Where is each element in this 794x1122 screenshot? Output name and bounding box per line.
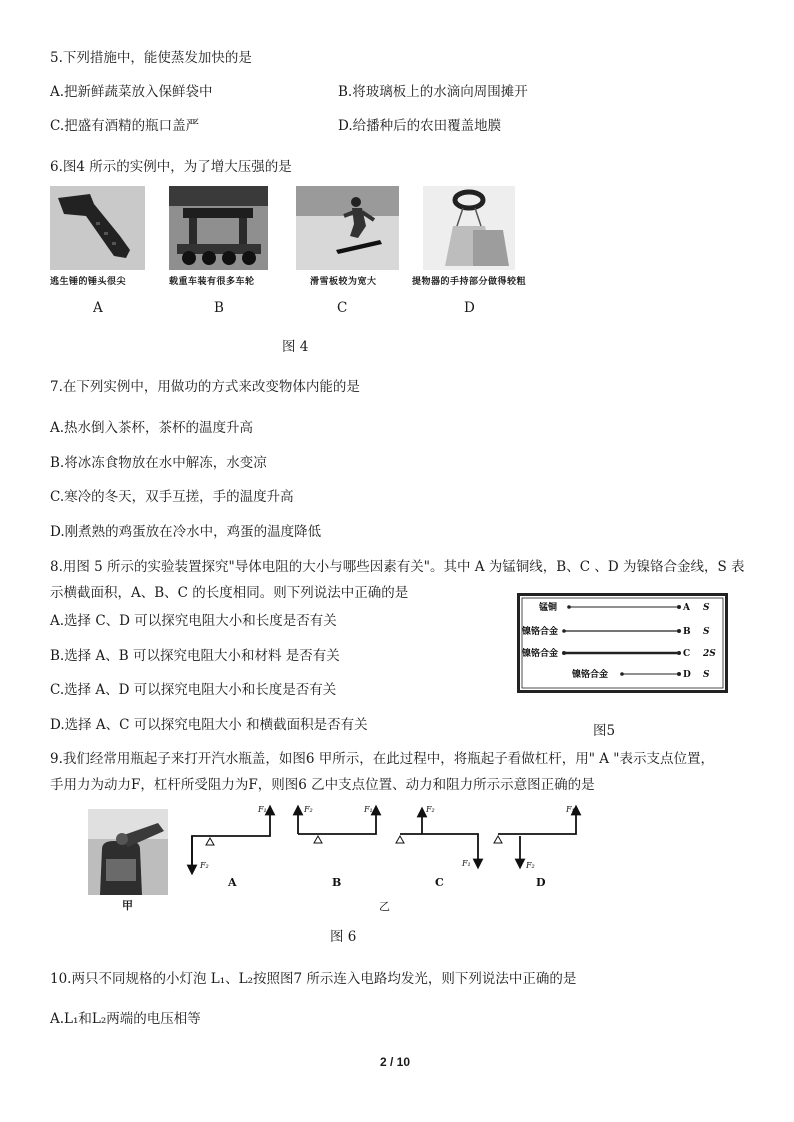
q7-stem: 7.在下列实例中，用做功的方式来改变物体内能的是 <box>50 379 360 395</box>
lever-b-f1: F₁ <box>364 805 373 814</box>
lever-diagrams <box>186 800 590 892</box>
lever-a-f2: F₂ <box>200 861 209 870</box>
q6-letter-b: B <box>214 300 224 316</box>
snowboard-photo <box>296 186 399 270</box>
lever-c-f1: F₁ <box>462 859 471 868</box>
wire-b-material: 镍铬合金 <box>522 627 559 637</box>
q8-option-b: B.选择 A、B 可以探究电阻大小和材料 是否有关 <box>50 648 340 664</box>
wire-c-material: 镍铬合金 <box>522 649 559 659</box>
q8-stem-line2: 示横截面积，A、B、C 的长度相同。则下列说法中正确的是 <box>50 585 409 601</box>
q10-option-a: A.L₁和L₂两端的电压相等 <box>50 1011 201 1027</box>
lever-d <box>498 810 576 834</box>
lever-b-f2: F₂ <box>304 805 313 814</box>
q6-figure-caption: 图 4 <box>282 339 309 355</box>
q6-letter-a: A <box>93 300 103 316</box>
q5-stem: 5.下列措施中，能使蒸发加快的是 <box>50 50 252 66</box>
q8-stem-line1: 8.用图 5 所示的实验装置探究"导体电阻的大小与哪些因素有关"。其中 A 为锰铜线，B、C 、D 为镍铬合金线，S 表 <box>50 559 745 575</box>
wire-figure <box>517 593 728 693</box>
wire-c-area: 2S <box>703 649 716 659</box>
lever-letter-c: C <box>435 876 444 889</box>
q7-option-c: C.寒冷的冬天，双手互搓，手的温度升高 <box>50 489 294 505</box>
q7-option-d: D.刚煮熟的鸡蛋放在冷水中，鸡蛋的温度降低 <box>50 524 322 540</box>
heavy-truck-photo <box>169 186 268 270</box>
wire-a-area: S <box>703 603 710 613</box>
q8-figure-caption: 图5 <box>593 723 616 739</box>
wire-a-letter: A <box>683 603 690 613</box>
q7-option-b: B.将冰冻食物放在水中解冻，水变凉 <box>50 455 267 471</box>
lever-letter-a: A <box>228 876 237 889</box>
wire-c-letter: C <box>683 649 691 659</box>
wire-b-letter: B <box>683 627 691 637</box>
lever-c-f2: F₂ <box>426 805 435 814</box>
q9-group-label: 乙 <box>379 900 390 913</box>
q5-option-a: A.把新鲜蔬菜放入保鲜袋中 <box>50 84 213 100</box>
wire-d-area: S <box>703 670 710 680</box>
q6-stem: 6.图4 所示的实例中，为了增大压强的是 <box>50 159 292 175</box>
q9-stem-line2: 手用力为动力F，杠杆所受阻力为F，则图6 乙中支点位置、动力和阻力所示示意图正确的是 <box>50 777 595 793</box>
q7-option-a: A.热水倒入茶杯，茶杯的温度升高 <box>50 420 254 436</box>
page-number: 2 / 10 <box>380 1055 411 1069</box>
q6-letter-d: D <box>464 300 475 316</box>
q5-option-c: C.把盛有酒精的瓶口盖严 <box>50 118 200 134</box>
q5-option-d: D.给播种后的农田覆盖地膜 <box>338 118 502 134</box>
q6-caption-d: 提物器的手持部分做得较粗 <box>412 277 527 287</box>
q8-option-d: D.选择 A、C 可以探究电阻大小 和横截面积是否有关 <box>50 717 368 733</box>
q5-option-b: B.将玻璃板上的水滴向周围摊开 <box>338 84 528 100</box>
q8-option-c: C.选择 A、D 可以探究电阻大小和长度是否有关 <box>50 682 337 698</box>
q9-photo-label: 甲 <box>122 899 133 912</box>
wire-d-material: 镍铬合金 <box>572 670 609 680</box>
wire-a-material: 锰铜 <box>539 603 558 613</box>
q6-caption-b: 载重车装有很多车轮 <box>169 277 255 287</box>
q6-caption-a: 逃生锤的锤头很尖 <box>50 277 127 287</box>
wire-b-area: S <box>703 627 710 637</box>
escape-hammer-photo <box>50 186 145 270</box>
lever-letter-b: B <box>332 876 342 889</box>
bag-holder-photo <box>423 186 515 270</box>
q6-caption-c: 滑雪板较为宽大 <box>310 277 377 287</box>
lever-a-f1: F₁ <box>258 805 267 814</box>
q10-stem: 10.两只不同规格的小灯泡 L₁、L₂按照图7 所示连入电路均发光，则下列说法中正确的是 <box>50 971 577 987</box>
q9-stem-line1: 9.我们经常用瓶起子来打开汽水瓶盖，如图6 甲所示，在此过程中，将瓶起子看做杠杆，用" A "表示支点位置， <box>50 751 715 767</box>
lever-d-f2: F₂ <box>526 861 535 870</box>
lever-d-f1: F₁ <box>566 805 575 814</box>
q9-figure-caption: 图 6 <box>330 929 357 945</box>
q8-option-a: A.选择 C、D 可以探究电阻大小和长度是否有关 <box>50 613 337 629</box>
q6-letter-c: C <box>337 300 348 316</box>
bottle-opener-photo <box>88 809 168 895</box>
wire-d-letter: D <box>683 670 691 680</box>
lever-letter-d: D <box>536 876 546 889</box>
